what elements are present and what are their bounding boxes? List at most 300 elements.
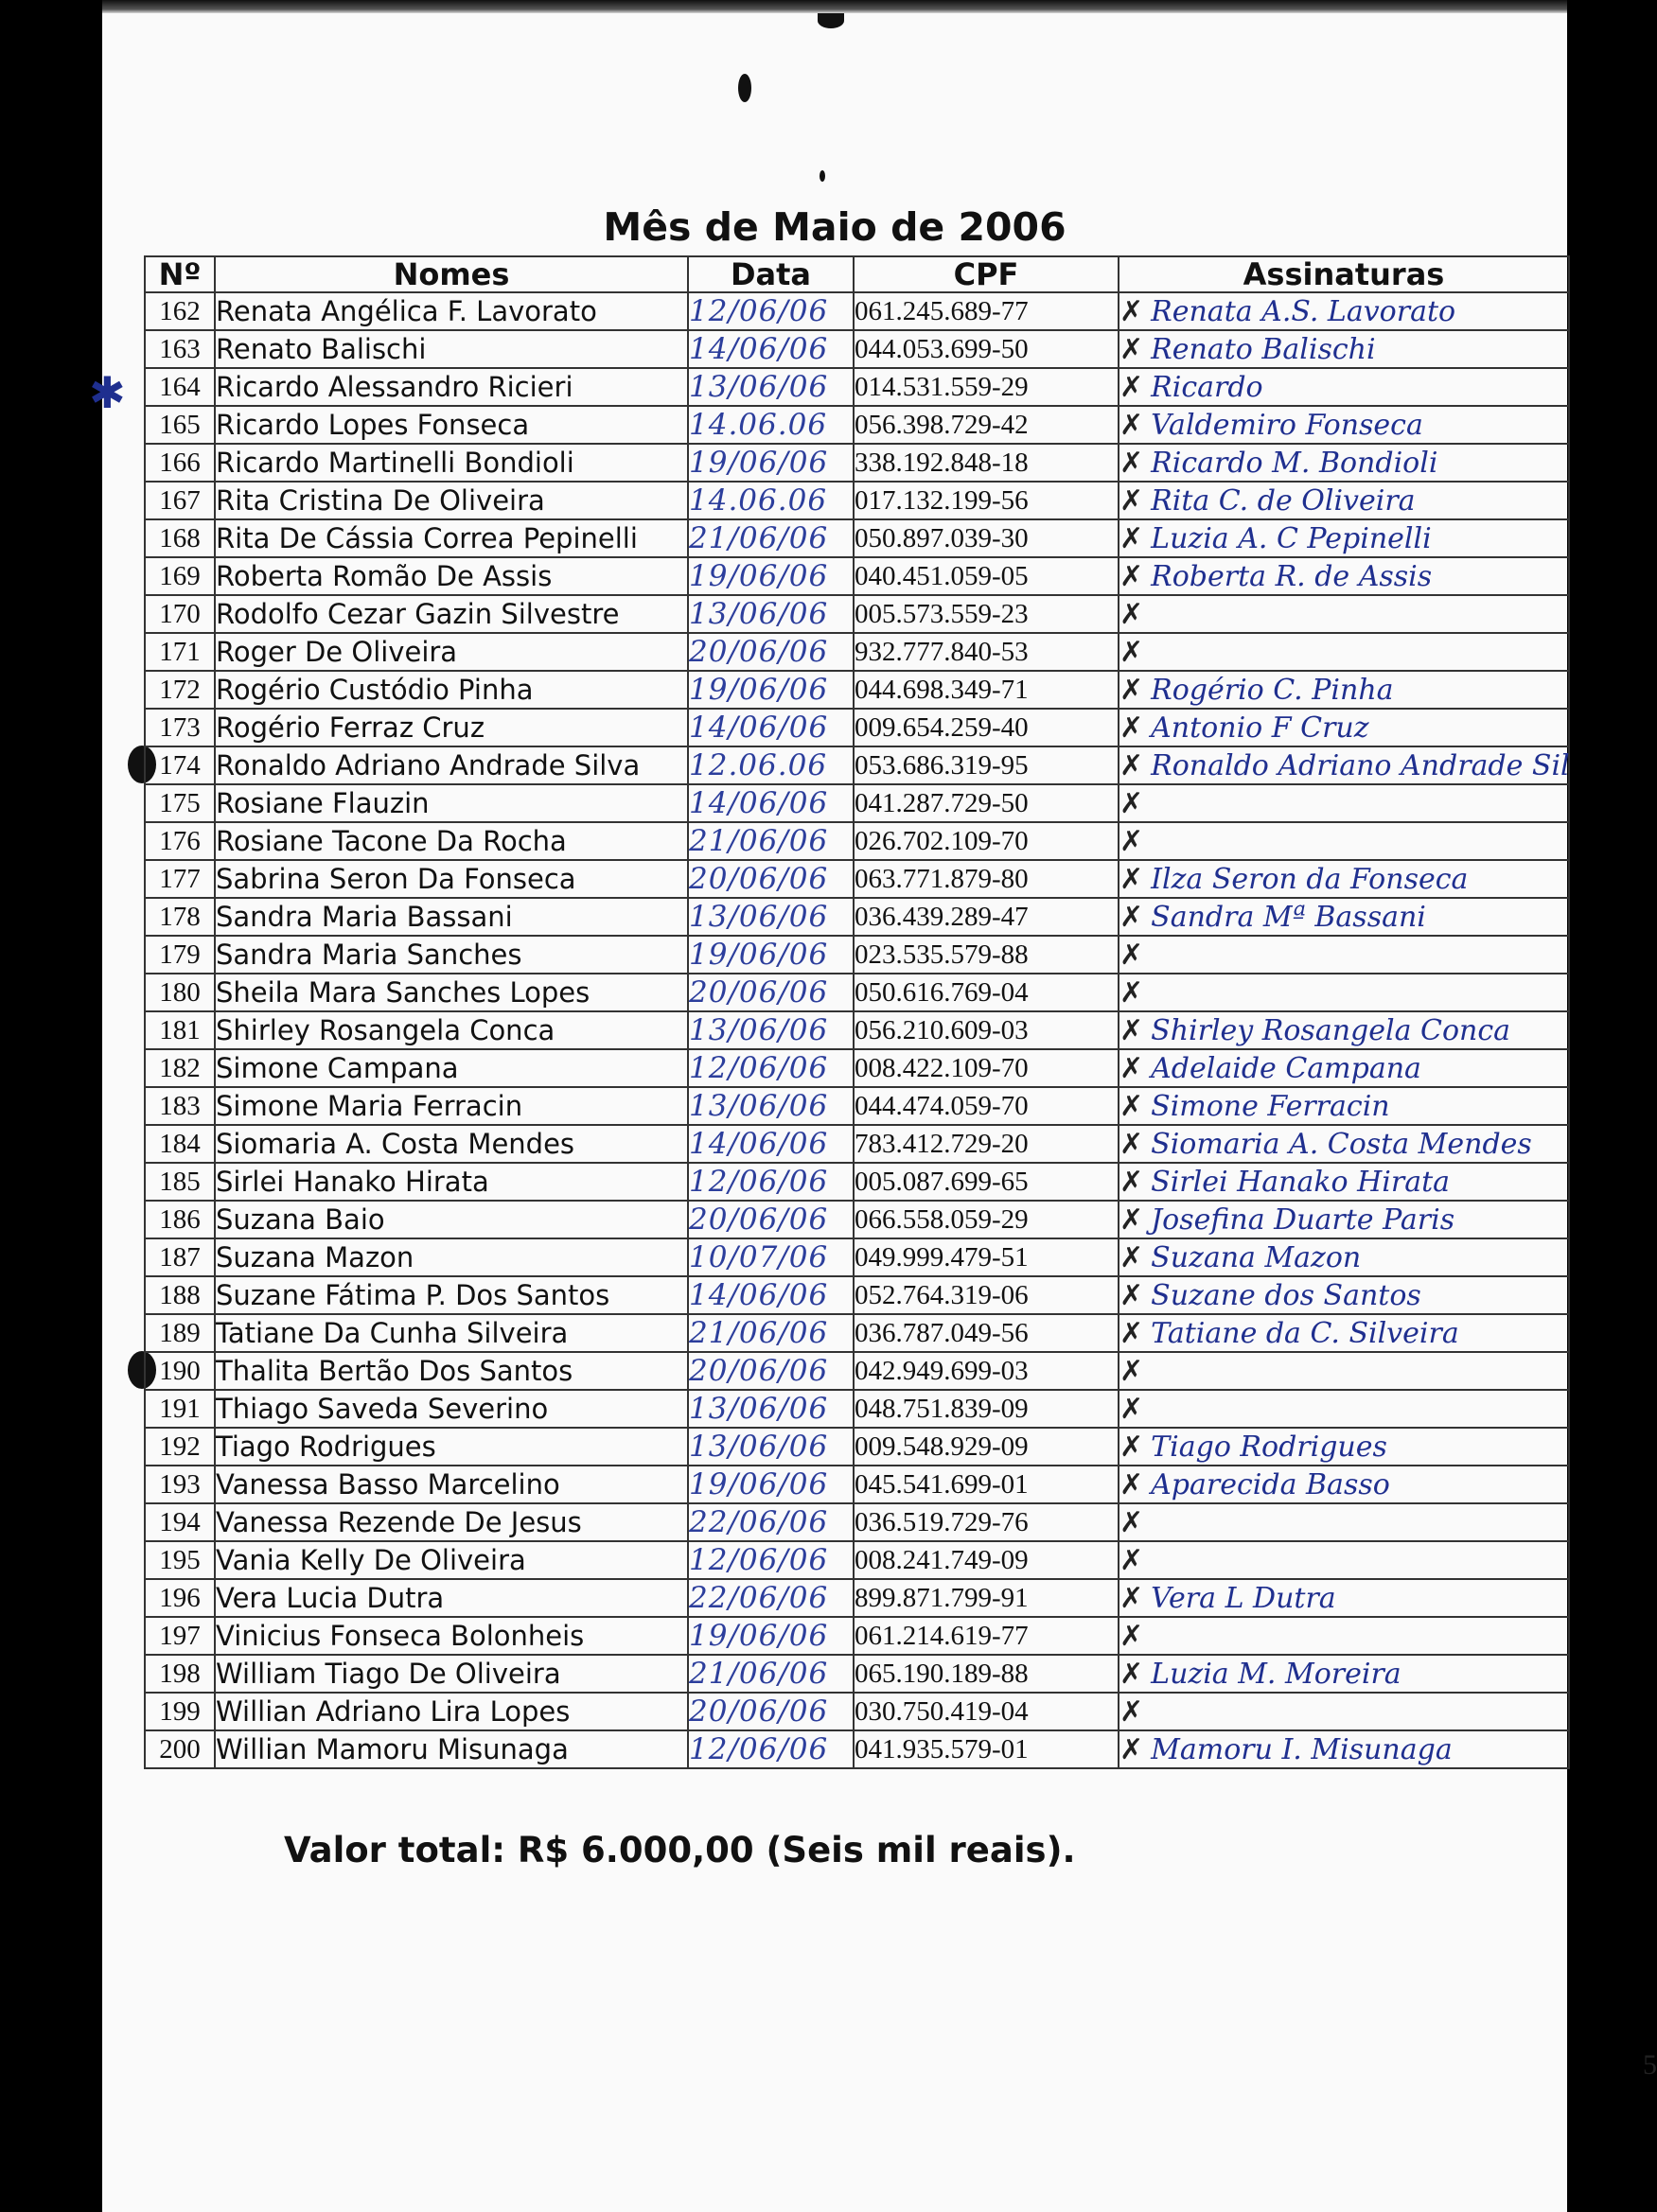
row-signature — [1119, 671, 1569, 709]
row-number: 164 — [145, 368, 215, 406]
row-signature — [1119, 936, 1569, 974]
signature-x-mark: ✗ — [1119, 1203, 1144, 1237]
signature-x-mark: ✗ — [1119, 1467, 1144, 1501]
row-cpf: 023.535.579-88 — [854, 936, 1119, 974]
table-row — [145, 1276, 1569, 1314]
row-cpf: 050.616.769-04 — [854, 974, 1119, 1011]
table-row — [145, 898, 1569, 936]
row-number: 178 — [145, 898, 215, 936]
row-date: 13/06/06 — [688, 1390, 854, 1428]
row-name: Sabrina Seron Da Fonseca — [215, 860, 688, 898]
row-date: 13/06/06 — [688, 368, 854, 406]
signature-x-mark: ✗ — [1119, 635, 1144, 669]
row-cpf: 052.764.319-06 — [854, 1276, 1119, 1314]
row-date: 13/06/06 — [688, 1011, 854, 1049]
row-date: 14/06/06 — [688, 330, 854, 368]
row-signature — [1119, 1617, 1569, 1655]
header-signature: Assinaturas — [1119, 256, 1569, 292]
row-signature — [1119, 709, 1569, 746]
row-signature — [1119, 1352, 1569, 1390]
row-signature — [1119, 1390, 1569, 1428]
row-name: Sheila Mara Sanches Lopes — [215, 974, 688, 1011]
row-number: 196 — [145, 1579, 215, 1617]
signature-x-mark: ✗ — [1119, 975, 1144, 1009]
row-name: Rogério Custódio Pinha — [215, 671, 688, 709]
signature-text: Ronaldo Adriano Andrade Sil — [1151, 748, 1570, 782]
row-number: 193 — [145, 1466, 215, 1503]
row-cpf: 048.751.839-09 — [854, 1390, 1119, 1428]
asterisk-mark-icon: ✱ — [89, 367, 126, 418]
row-cpf: 042.949.699-03 — [854, 1352, 1119, 1390]
scan-speck — [818, 13, 844, 28]
header-num: Nº — [145, 256, 215, 292]
row-signature — [1119, 1579, 1569, 1617]
signature-text: Luzia A. C Pepinelli — [1151, 521, 1432, 555]
row-cpf: 008.241.749-09 — [854, 1541, 1119, 1579]
table-row — [145, 671, 1569, 709]
row-number: 189 — [145, 1314, 215, 1352]
signature-x-mark: ✗ — [1119, 900, 1144, 934]
signature-text: Rogério C. Pinha — [1151, 673, 1394, 707]
row-name: Roger De Oliveira — [215, 633, 688, 671]
row-date: 20/06/06 — [688, 1201, 854, 1238]
row-cpf: 783.412.729-20 — [854, 1125, 1119, 1163]
row-date: 12/06/06 — [688, 1163, 854, 1201]
table-row — [145, 1579, 1569, 1617]
scan-top-edge — [102, 0, 1567, 13]
signature-x-mark: ✗ — [1119, 824, 1144, 858]
signature-x-mark: ✗ — [1119, 370, 1144, 404]
row-signature — [1119, 1238, 1569, 1276]
row-name: Suzane Fátima P. Dos Santos — [215, 1276, 688, 1314]
signature-x-mark: ✗ — [1119, 1354, 1144, 1388]
row-date: 20/06/06 — [688, 860, 854, 898]
signature-table — [144, 255, 1570, 1769]
row-signature — [1119, 1503, 1569, 1541]
row-signature — [1119, 898, 1569, 936]
row-name: Renato Balischi — [215, 330, 688, 368]
signature-x-mark: ✗ — [1119, 1316, 1144, 1350]
row-name: William Tiago De Oliveira — [215, 1655, 688, 1693]
row-signature — [1119, 292, 1569, 330]
table-row — [145, 557, 1569, 595]
row-cpf: 005.573.559-23 — [854, 595, 1119, 633]
table-row — [145, 936, 1569, 974]
signature-text: Aparecida Basso — [1151, 1467, 1390, 1501]
row-date: 19/06/06 — [688, 557, 854, 595]
signature-text: Adelaide Campana — [1151, 1051, 1421, 1085]
signature-x-mark: ✗ — [1119, 1581, 1144, 1615]
table-row — [145, 746, 1569, 784]
row-number: 185 — [145, 1163, 215, 1201]
row-number: 198 — [145, 1655, 215, 1693]
row-number: 162 — [145, 292, 215, 330]
table-row — [145, 1087, 1569, 1125]
row-signature — [1119, 330, 1569, 368]
row-number: 184 — [145, 1125, 215, 1163]
row-cpf: 066.558.059-29 — [854, 1201, 1119, 1238]
row-signature — [1119, 1201, 1569, 1238]
row-cpf: 063.771.879-80 — [854, 860, 1119, 898]
signature-text: Valdemiro Fonseca — [1151, 408, 1423, 442]
row-date: 12/06/06 — [688, 292, 854, 330]
row-signature — [1119, 557, 1569, 595]
table-row — [145, 709, 1569, 746]
row-cpf: 045.541.699-01 — [854, 1466, 1119, 1503]
table-row — [145, 1617, 1569, 1655]
row-date: 12/06/06 — [688, 1541, 854, 1579]
row-name: Simone Maria Ferracin — [215, 1087, 688, 1125]
row-name: Sandra Maria Bassani — [215, 898, 688, 936]
signature-text: Shirley Rosangela Conca — [1151, 1013, 1511, 1047]
table-row — [145, 1201, 1569, 1238]
row-date: 19/06/06 — [688, 936, 854, 974]
row-cpf: 030.750.419-04 — [854, 1693, 1119, 1730]
row-name: Ricardo Lopes Fonseca — [215, 406, 688, 444]
table-row — [145, 292, 1569, 330]
row-date: 13/06/06 — [688, 898, 854, 936]
row-name: Ricardo Martinelli Bondioli — [215, 444, 688, 482]
table-row — [145, 784, 1569, 822]
signature-text: Vera L Dutra — [1151, 1581, 1336, 1615]
signature-x-mark: ✗ — [1119, 1392, 1144, 1426]
row-signature — [1119, 822, 1569, 860]
row-cpf: 008.422.109-70 — [854, 1049, 1119, 1087]
row-date: 10/07/06 — [688, 1238, 854, 1276]
scan-speck — [820, 170, 825, 182]
signature-text: Roberta R. de Assis — [1151, 559, 1433, 593]
signature-x-mark: ✗ — [1119, 1051, 1144, 1085]
total-value: Valor total: R$ 6.000,00 (Seis mil reais). — [284, 1830, 1076, 1870]
table-row — [145, 1503, 1569, 1541]
table-row — [145, 822, 1569, 860]
row-cpf: 338.192.848-18 — [854, 444, 1119, 482]
row-name: Rita De Cássia Correa Pepinelli — [215, 519, 688, 557]
signature-x-mark: ✗ — [1119, 673, 1144, 707]
row-date: 21/06/06 — [688, 519, 854, 557]
row-cpf: 044.474.059-70 — [854, 1087, 1119, 1125]
signature-text: Siomaria A. Costa Mendes — [1151, 1127, 1532, 1161]
row-number: 195 — [145, 1541, 215, 1579]
row-signature — [1119, 746, 1569, 784]
signature-text: Suzana Mazon — [1151, 1240, 1362, 1274]
signature-x-mark: ✗ — [1119, 408, 1144, 442]
row-name: Vanessa Basso Marcelino — [215, 1466, 688, 1503]
signature-text: Tiago Rodrigues — [1151, 1430, 1387, 1464]
row-cpf: 061.214.619-77 — [854, 1617, 1119, 1655]
scan-speck — [738, 74, 751, 102]
signature-text: Ilza Seron da Fonseca — [1151, 862, 1469, 896]
signature-x-mark: ✗ — [1119, 597, 1144, 631]
signature-x-mark: ✗ — [1119, 1430, 1144, 1464]
row-signature — [1119, 860, 1569, 898]
row-cpf: 014.531.559-29 — [854, 368, 1119, 406]
table-row — [145, 1541, 1569, 1579]
signature-x-mark: ✗ — [1119, 1543, 1144, 1577]
row-name: Thiago Saveda Severino — [215, 1390, 688, 1428]
row-cpf: 932.777.840-53 — [854, 633, 1119, 671]
signature-x-mark: ✗ — [1119, 1127, 1144, 1161]
header-cpf: CPF — [854, 256, 1119, 292]
row-date: 14/06/06 — [688, 1125, 854, 1163]
row-name: Sandra Maria Sanches — [215, 936, 688, 974]
row-number: 183 — [145, 1087, 215, 1125]
row-number: 197 — [145, 1617, 215, 1655]
row-date: 19/06/06 — [688, 444, 854, 482]
table-row — [145, 1049, 1569, 1087]
table-row — [145, 1011, 1569, 1049]
signature-x-mark: ✗ — [1119, 1694, 1144, 1729]
table-row — [145, 974, 1569, 1011]
row-number: 171 — [145, 633, 215, 671]
row-cpf: 005.087.699-65 — [854, 1163, 1119, 1201]
row-date: 22/06/06 — [688, 1503, 854, 1541]
row-cpf: 061.245.689-77 — [854, 292, 1119, 330]
signature-text: Rita C. de Oliveira — [1151, 483, 1416, 518]
row-number: 176 — [145, 822, 215, 860]
row-name: Ricardo Alessandro Ricieri — [215, 368, 688, 406]
row-cpf: 053.686.319-95 — [854, 746, 1119, 784]
row-name: Ronaldo Adriano Andrade Silva — [215, 746, 688, 784]
header-date: Data — [688, 256, 854, 292]
row-date: 12.06.06 — [688, 746, 854, 784]
row-date: 12/06/06 — [688, 1730, 854, 1768]
row-number: 177 — [145, 860, 215, 898]
row-signature — [1119, 1693, 1569, 1730]
table-row — [145, 1428, 1569, 1466]
row-date: 21/06/06 — [688, 822, 854, 860]
table-body — [145, 292, 1569, 1768]
signature-x-mark: ✗ — [1119, 521, 1144, 555]
signature-x-mark: ✗ — [1119, 1240, 1144, 1274]
row-cpf: 040.451.059-05 — [854, 557, 1119, 595]
row-signature — [1119, 633, 1569, 671]
row-cpf: 899.871.799-91 — [854, 1579, 1119, 1617]
row-cpf: 050.897.039-30 — [854, 519, 1119, 557]
row-number: 169 — [145, 557, 215, 595]
signature-x-mark: ✗ — [1119, 786, 1144, 820]
row-number: 182 — [145, 1049, 215, 1087]
table-row — [145, 860, 1569, 898]
row-number: 190 — [145, 1352, 215, 1390]
row-number: 200 — [145, 1730, 215, 1768]
row-signature — [1119, 1087, 1569, 1125]
row-name: Rodolfo Cezar Gazin Silvestre — [215, 595, 688, 633]
row-name: Vanessa Rezende De Jesus — [215, 1503, 688, 1541]
row-date: 14.06.06 — [688, 482, 854, 519]
table-row — [145, 519, 1569, 557]
row-name: Tiago Rodrigues — [215, 1428, 688, 1466]
row-signature — [1119, 368, 1569, 406]
signature-text: Renata A.S. Lavorato — [1151, 294, 1456, 328]
row-signature — [1119, 974, 1569, 1011]
row-signature — [1119, 1655, 1569, 1693]
row-name: Sirlei Hanako Hirata — [215, 1163, 688, 1201]
signature-x-mark: ✗ — [1119, 1013, 1144, 1047]
table-row — [145, 368, 1569, 406]
row-date: 19/06/06 — [688, 1617, 854, 1655]
row-number: 170 — [145, 595, 215, 633]
row-signature — [1119, 1049, 1569, 1087]
row-signature — [1119, 519, 1569, 557]
row-cpf: 009.548.929-09 — [854, 1428, 1119, 1466]
signature-x-mark: ✗ — [1119, 332, 1144, 366]
table-header-row — [145, 256, 1569, 292]
row-cpf: 056.398.729-42 — [854, 406, 1119, 444]
signature-x-mark: ✗ — [1119, 1165, 1144, 1199]
row-name: Vania Kelly De Oliveira — [215, 1541, 688, 1579]
row-number: 174 — [145, 746, 215, 784]
table-row — [145, 595, 1569, 633]
row-number: 173 — [145, 709, 215, 746]
row-signature — [1119, 1314, 1569, 1352]
row-number: 186 — [145, 1201, 215, 1238]
row-date: 13/06/06 — [688, 1428, 854, 1466]
row-signature — [1119, 1541, 1569, 1579]
row-cpf: 036.787.049-56 — [854, 1314, 1119, 1352]
row-cpf: 009.654.259-40 — [854, 709, 1119, 746]
row-number: 199 — [145, 1693, 215, 1730]
row-signature — [1119, 1276, 1569, 1314]
row-date: 22/06/06 — [688, 1579, 854, 1617]
page-number: 5 — [1643, 2049, 1657, 2080]
row-number: 166 — [145, 444, 215, 482]
row-cpf: 056.210.609-03 — [854, 1011, 1119, 1049]
row-cpf: 017.132.199-56 — [854, 482, 1119, 519]
row-signature — [1119, 1466, 1569, 1503]
table-row — [145, 444, 1569, 482]
row-name: Thalita Bertão Dos Santos — [215, 1352, 688, 1390]
row-cpf: 065.190.189-88 — [854, 1655, 1119, 1693]
page-title: Mês de Maio de 2006 — [603, 204, 1066, 250]
signature-text: Renato Balischi — [1151, 332, 1376, 366]
row-signature — [1119, 595, 1569, 633]
table-row — [145, 1466, 1569, 1503]
row-cpf: 044.053.699-50 — [854, 330, 1119, 368]
table-row — [145, 1314, 1569, 1352]
row-number: 163 — [145, 330, 215, 368]
signature-x-mark: ✗ — [1119, 1732, 1144, 1766]
row-name: Suzana Mazon — [215, 1238, 688, 1276]
row-date: 21/06/06 — [688, 1314, 854, 1352]
signature-text: Tatiane da C. Silveira — [1151, 1316, 1459, 1350]
table-row — [145, 1390, 1569, 1428]
row-cpf: 044.698.349-71 — [854, 671, 1119, 709]
signature-x-mark: ✗ — [1119, 938, 1144, 972]
row-name: Vera Lucia Dutra — [215, 1579, 688, 1617]
row-signature — [1119, 1011, 1569, 1049]
signature-text: Antonio F Cruz — [1151, 711, 1369, 745]
row-date: 20/06/06 — [688, 1352, 854, 1390]
signature-x-mark: ✗ — [1119, 711, 1144, 745]
row-name: Rosiane Tacone Da Rocha — [215, 822, 688, 860]
signature-text: Luzia M. Moreira — [1151, 1657, 1401, 1691]
table-row — [145, 1730, 1569, 1768]
row-name: Shirley Rosangela Conca — [215, 1011, 688, 1049]
table-row — [145, 1655, 1569, 1693]
signature-x-mark: ✗ — [1119, 862, 1144, 896]
row-name: Tatiane Da Cunha Silveira — [215, 1314, 688, 1352]
row-signature — [1119, 482, 1569, 519]
row-signature — [1119, 1730, 1569, 1768]
row-name: Willian Mamoru Misunaga — [215, 1730, 688, 1768]
row-number: 188 — [145, 1276, 215, 1314]
signature-text: Suzane dos Santos — [1151, 1278, 1421, 1312]
row-name: Siomaria A. Costa Mendes — [215, 1125, 688, 1163]
row-signature — [1119, 1125, 1569, 1163]
signature-x-mark: ✗ — [1119, 483, 1144, 518]
table-row — [145, 330, 1569, 368]
signature-text: Simone Ferracin — [1151, 1089, 1390, 1123]
table-row — [145, 1693, 1569, 1730]
signature-x-mark: ✗ — [1119, 1505, 1144, 1539]
row-name: Rosiane Flauzin — [215, 784, 688, 822]
row-date: 19/06/06 — [688, 1466, 854, 1503]
row-number: 192 — [145, 1428, 215, 1466]
signature-text: Sandra Mª Bassani — [1151, 900, 1426, 934]
row-number: 172 — [145, 671, 215, 709]
row-number: 175 — [145, 784, 215, 822]
row-number: 191 — [145, 1390, 215, 1428]
row-cpf: 026.702.109-70 — [854, 822, 1119, 860]
row-date: 13/06/06 — [688, 1087, 854, 1125]
table-row — [145, 406, 1569, 444]
row-date: 14/06/06 — [688, 709, 854, 746]
row-number: 181 — [145, 1011, 215, 1049]
row-name: Rita Cristina De Oliveira — [215, 482, 688, 519]
row-cpf: 041.287.729-50 — [854, 784, 1119, 822]
row-name: Willian Adriano Lira Lopes — [215, 1693, 688, 1730]
row-signature — [1119, 1428, 1569, 1466]
signature-text: Ricardo — [1151, 370, 1263, 404]
row-date: 19/06/06 — [688, 671, 854, 709]
row-number: 168 — [145, 519, 215, 557]
row-cpf: 041.935.579-01 — [854, 1730, 1119, 1768]
row-number: 187 — [145, 1238, 215, 1276]
signature-x-mark: ✗ — [1119, 1089, 1144, 1123]
signature-text: Josefina Duarte Paris — [1151, 1203, 1455, 1237]
row-cpf: 036.519.729-76 — [854, 1503, 1119, 1541]
row-number: 179 — [145, 936, 215, 974]
row-signature — [1119, 784, 1569, 822]
row-date: 20/06/06 — [688, 974, 854, 1011]
signature-x-mark: ✗ — [1119, 1619, 1144, 1653]
row-date: 14.06.06 — [688, 406, 854, 444]
row-name: Roberta Romão De Assis — [215, 557, 688, 595]
row-name: Vinicius Fonseca Bolonheis — [215, 1617, 688, 1655]
table-row — [145, 1352, 1569, 1390]
signature-x-mark: ✗ — [1119, 1278, 1144, 1312]
row-cpf: 049.999.479-51 — [854, 1238, 1119, 1276]
header-name: Nomes — [215, 256, 688, 292]
row-number: 180 — [145, 974, 215, 1011]
row-date: 21/06/06 — [688, 1655, 854, 1693]
table-row — [145, 482, 1569, 519]
table-row — [145, 633, 1569, 671]
row-cpf: 036.439.289-47 — [854, 898, 1119, 936]
signature-x-mark: ✗ — [1119, 748, 1144, 782]
signature-x-mark: ✗ — [1119, 294, 1144, 328]
row-date: 14/06/06 — [688, 784, 854, 822]
signature-text: Mamoru I. Misunaga — [1151, 1732, 1453, 1766]
table-row — [145, 1125, 1569, 1163]
signature-text: Ricardo M. Bondioli — [1151, 446, 1438, 480]
row-date: 14/06/06 — [688, 1276, 854, 1314]
row-name: Rogério Ferraz Cruz — [215, 709, 688, 746]
row-date: 13/06/06 — [688, 595, 854, 633]
table-row — [145, 1238, 1569, 1276]
row-number: 165 — [145, 406, 215, 444]
